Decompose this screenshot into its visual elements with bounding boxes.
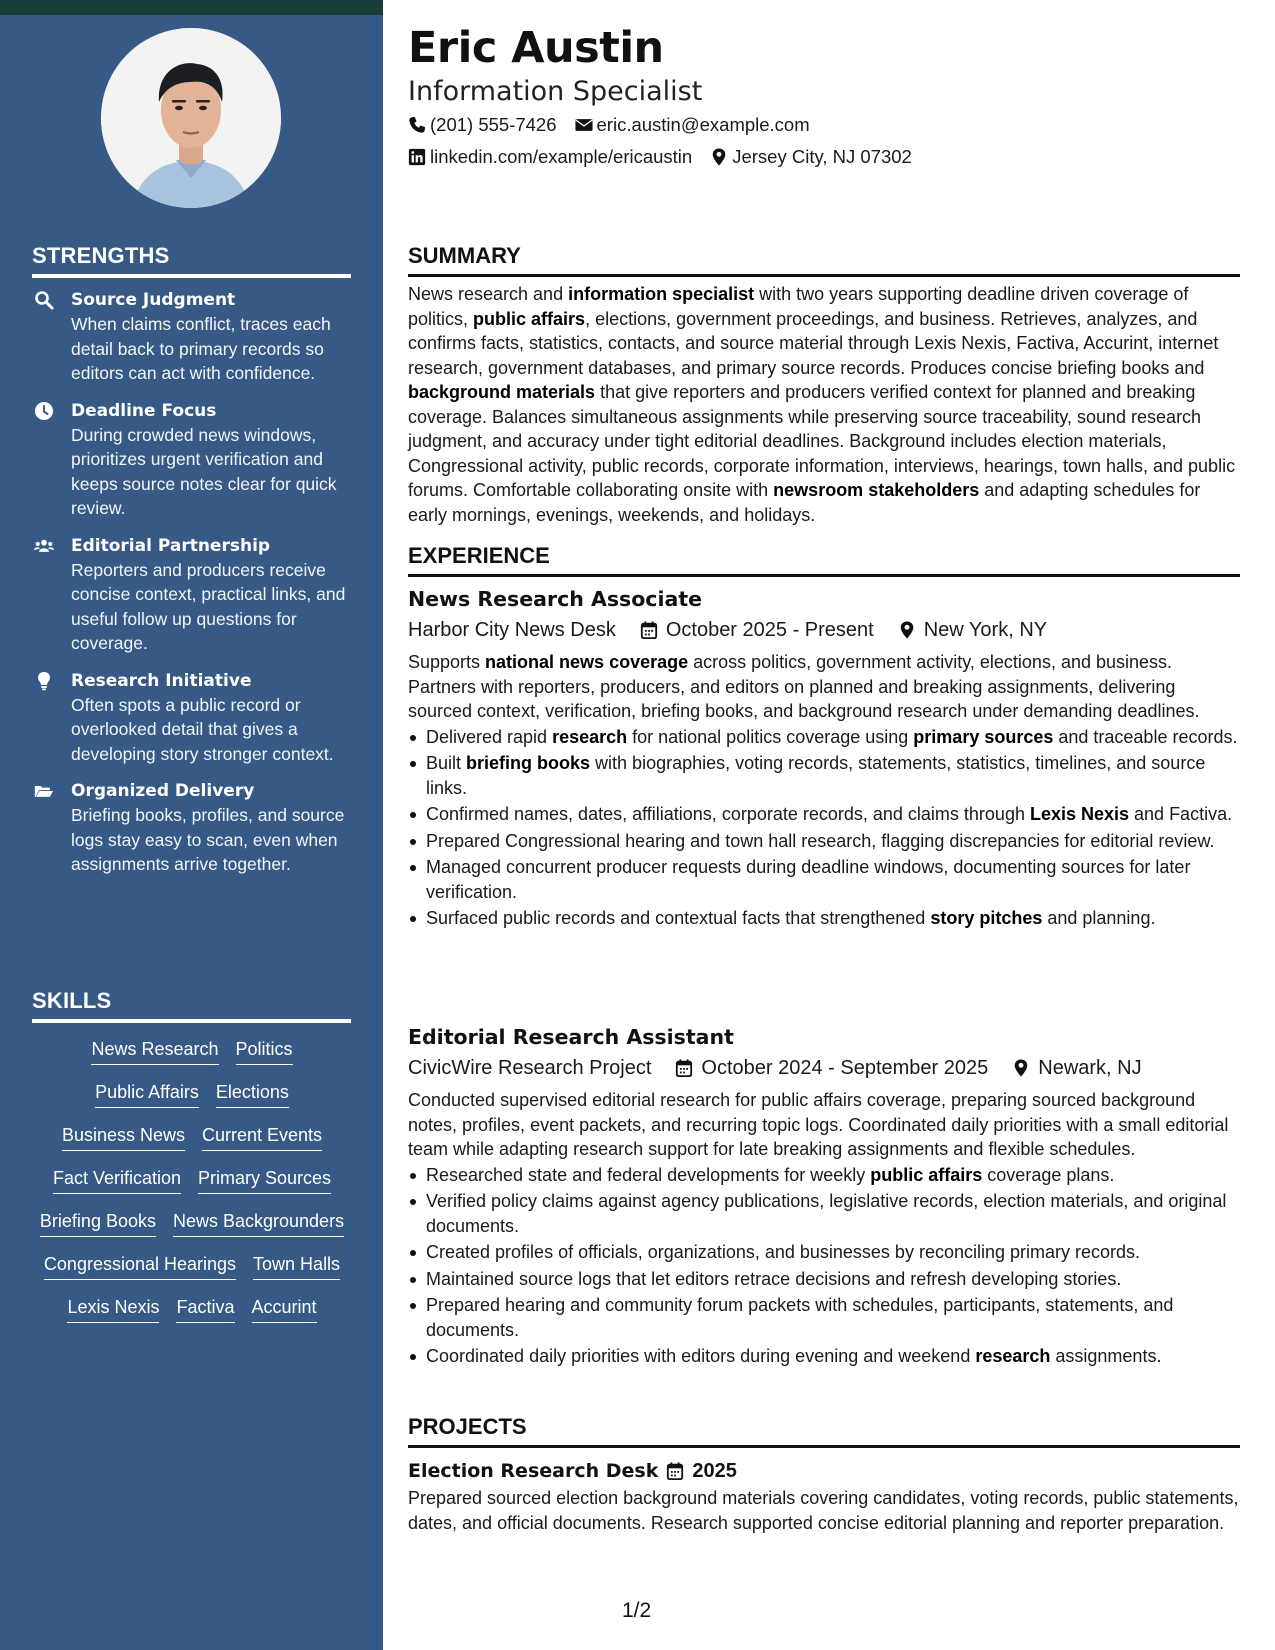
job-entry	[408, 1022, 1240, 1371]
clock-icon	[32, 401, 56, 421]
calendar-icon	[666, 1462, 684, 1480]
project-description: Prepared sourced election background materials covering candidates, voting records, public statements, dates, and official documents. Research supported concise editorial planning and reporter preparation.	[408, 1488, 1239, 1533]
bullet-text: for national politics coverage using	[627, 726, 914, 747]
strength-title: Organized Delivery	[71, 781, 255, 801]
summary-text-segment: with two years supporting deadline driven coverage of politics,	[408, 284, 1189, 329]
summary-text-segment: that give reporters and producers verified context for planned and breaking coverage. Balances simultaneous assignments while preserving source traceability, sound research judgment, and accuracy under tight editorial deadlines. Background includes election materials, Congressional activity, public records, corporate information, interviews, hearings, town halls, and public forums. Comfortable collaborating onsite with	[408, 382, 1236, 500]
job-bullets	[408, 725, 1240, 931]
folder-open-icon	[32, 781, 56, 801]
bullet-text: assignments.	[1050, 1346, 1162, 1366]
strength-title: Source Judgment	[71, 290, 236, 310]
job-desc-segment: across politics, government activity, elections, and business. Partners with reporters, producers, and editors on planned and breaking assignments, delivering sourced context, verification, briefing books, and background research under demanding deadlines.	[408, 652, 1200, 721]
job-title: News Research Associate	[408, 587, 703, 611]
map-pin-icon	[710, 148, 728, 166]
project-title: Election Research Desk	[408, 1460, 659, 1482]
job-title: Editorial Research Assistant	[408, 1025, 734, 1049]
job-bullet	[408, 906, 1240, 931]
skill-tag: Town Halls	[253, 1252, 340, 1280]
email-contact[interactable]	[575, 113, 810, 137]
job-desc-keyword: national news coverage	[485, 652, 689, 672]
skill-tag: Elections	[216, 1080, 289, 1108]
skills-list	[32, 1037, 352, 1323]
email-address: eric.austin@example.com	[596, 114, 810, 135]
summary-text-segment: and adapting schedules for early mornings, evenings, weekends, and holidays.	[408, 480, 1201, 525]
bullet-keyword: story pitches	[930, 908, 1043, 928]
bullet-text: Managed concurrent producer requests during deadline windows, documenting sources for later verification.	[426, 857, 1191, 902]
job-meta	[408, 615, 1240, 645]
location-text: Jersey City, NJ 07302	[732, 146, 912, 167]
job-dates: October 2024 - September 2025	[701, 1057, 989, 1079]
job-bullet	[408, 751, 1240, 800]
contact-row	[408, 113, 810, 137]
bullet-text: Researched state and federal developments for weekly	[426, 1164, 871, 1185]
summary-keyword: information specialist	[568, 284, 755, 304]
bullet-keyword: briefing books	[466, 753, 591, 773]
bullet-text: Prepared hearing and community forum packets with schedules, participants, statements, and documents.	[426, 1295, 1174, 1340]
bullet-keyword: primary sources	[913, 726, 1054, 747]
skill-tag: Factiva	[176, 1295, 234, 1323]
job-bullet	[408, 1293, 1240, 1342]
phone-contact[interactable]	[408, 113, 557, 137]
map-pin-icon	[1012, 1059, 1030, 1077]
strength-description: Briefing books, profiles, and source logs stay easy to scan, even when assignments arrive together.	[71, 805, 345, 874]
strengths-heading: STRENGTHS	[32, 243, 351, 278]
job-bullet	[408, 1189, 1240, 1238]
strength-description: During crowded news windows, prioritizes urgent verification and keeps source notes clear for quick review.	[71, 424, 337, 518]
bullet-text: Prepared Congressional hearing and town hall research, flagging discrepancies for editorial review.	[426, 830, 1215, 851]
bullet-text: Verified policy claims against agency publications, legislative records, election materials, and original documents.	[426, 1191, 1227, 1236]
bullet-keyword: Lexis Nexis	[1029, 804, 1130, 824]
skill-tag: Current Events	[202, 1123, 322, 1151]
skill-tag: Primary Sources	[198, 1166, 331, 1194]
job-bullet	[408, 855, 1240, 904]
strength-item	[32, 399, 352, 521]
phone-icon	[408, 116, 426, 134]
lightbulb-icon	[32, 671, 56, 691]
phone-number: (201) 555-7426	[430, 114, 557, 135]
project-year: 2025	[692, 1460, 737, 1482]
contact-row	[408, 145, 912, 169]
bullet-text: Created profiles of officials, organizations, and businesses by reconciling primary records.	[426, 1242, 1141, 1262]
job-bullet	[408, 802, 1240, 827]
bullet-text: and Factiva.	[1129, 804, 1233, 824]
strength-item	[32, 669, 352, 767]
bullet-text: Confirmed names, dates, affiliations, corporate records, and claims through	[426, 804, 1030, 824]
skill-tag: Public Affairs	[95, 1080, 199, 1108]
bullet-text: coverage plans.	[982, 1164, 1115, 1185]
job-bullet	[408, 829, 1240, 854]
bullet-text: Maintained source logs that let editors retrace decisions and refresh developing stories.	[426, 1268, 1122, 1289]
summary-text-segment: News research and	[408, 284, 569, 304]
strength-item	[32, 288, 352, 386]
skill-tag: News Research	[91, 1037, 218, 1065]
project-title-row	[408, 1456, 1240, 1486]
job-bullet	[408, 725, 1240, 750]
summary-text	[408, 282, 1240, 527]
linkedin-url: linkedin.com/example/ericaustin	[430, 146, 693, 167]
experience-heading: EXPERIENCE	[408, 542, 1240, 577]
search-icon	[32, 290, 56, 310]
project-entry	[408, 1456, 1240, 1535]
bullet-text: Coordinated daily priorities with editors during evening and weekend	[426, 1346, 976, 1366]
bullet-keyword: research	[975, 1346, 1051, 1366]
strength-description: Reporters and producers receive concise context, practical links, and useful follow up questions for coverage.	[71, 559, 346, 653]
company-name: CivicWire Research Project	[408, 1057, 652, 1079]
skill-tag: News Backgrounders	[173, 1209, 344, 1237]
linkedin-contact[interactable]	[408, 145, 692, 169]
job-bullet	[408, 1163, 1240, 1188]
strength-description: When claims conflict, traces each detail back to primary records so editors can act with confidence.	[71, 314, 331, 383]
strength-item	[32, 779, 352, 877]
envelope-icon	[575, 116, 593, 134]
summary-heading: SUMMARY	[408, 242, 1240, 277]
location-contact	[710, 145, 912, 169]
job-description	[408, 650, 1240, 724]
linkedin-icon	[408, 148, 426, 166]
bullet-keyword: research	[552, 726, 628, 747]
profile-photo	[101, 28, 281, 208]
bullet-text: with biographies, voting records, statements, statistics, timelines, and source links.	[426, 753, 1206, 798]
job-meta	[408, 1053, 1240, 1083]
job-location: Newark, NJ	[1038, 1057, 1142, 1079]
job-entry	[408, 584, 1240, 933]
bullet-text: Surfaced public records and contextual facts that strengthened	[426, 908, 931, 928]
job-bullets	[408, 1163, 1240, 1369]
skill-tag: Accurint	[252, 1295, 317, 1323]
skill-tag: Briefing Books	[40, 1209, 156, 1237]
company-name: Harbor City News Desk	[408, 619, 616, 641]
projects-heading: PROJECTS	[408, 1413, 1240, 1448]
job-bullet	[408, 1267, 1240, 1292]
job-location: New York, NY	[923, 619, 1048, 641]
strength-title: Research Initiative	[71, 670, 252, 691]
skill-tag: Congressional Hearings	[44, 1252, 236, 1280]
job-desc-segment: Supports	[408, 652, 486, 672]
skill-tag: Fact Verification	[53, 1166, 181, 1194]
summary-keyword: newsroom stakeholders	[773, 480, 980, 500]
strengths-list	[32, 288, 352, 890]
candidate-title: Information Specialist	[408, 76, 703, 107]
calendar-icon	[675, 1059, 693, 1077]
skill-tag: Politics	[236, 1037, 293, 1065]
users-icon	[32, 536, 56, 556]
strength-description: Often spots a public record or overlooked detail that gives a developing story stronger context.	[71, 694, 334, 764]
summary-keyword: background materials	[408, 382, 596, 402]
strength-title: Deadline Focus	[71, 400, 217, 421]
skills-heading: SKILLS	[32, 988, 351, 1023]
job-dates: October 2025 - Present	[665, 619, 874, 641]
strength-title: Editorial Partnership	[71, 535, 271, 556]
calendar-icon	[640, 621, 658, 639]
bullet-text: Built	[426, 753, 467, 773]
bullet-text: and planning.	[1042, 908, 1156, 928]
strength-item	[32, 534, 352, 656]
summary-keyword: public affairs	[473, 308, 586, 329]
skill-tag: Business News	[62, 1123, 185, 1151]
job-bullet	[408, 1240, 1240, 1265]
map-pin-icon	[898, 621, 916, 639]
job-bullet	[408, 1344, 1240, 1369]
sidebar	[0, 0, 383, 1650]
candidate-name: Eric Austin	[408, 23, 664, 73]
bullet-keyword: public affairs	[870, 1164, 983, 1185]
skill-tag: Lexis Nexis	[67, 1295, 159, 1323]
job-description: Conducted supervised editorial research for public affairs coverage, preparing sourced background notes, profiles, event packets, and recurring topic logs. Coordinated daily priorities with a small editorial team while adapting research support for late breaking assignments and flexible schedules.	[408, 1090, 1229, 1159]
portrait-illustration	[101, 28, 281, 208]
bullet-text: and traceable records.	[1053, 726, 1238, 747]
bullet-text: Delivered rapid	[426, 726, 553, 747]
page-number: 1/2	[622, 1599, 652, 1622]
summary-text-segment: , elections, government proceedings, and business. Retrieves, analyzes, and confirms facts, statistics, contacts, and source material through Lexis Nexis, Factiva, Accurint, internet research, government databases, and primary source records. Produces concise briefing books and	[408, 308, 1219, 378]
top-color-band	[0, 0, 383, 15]
